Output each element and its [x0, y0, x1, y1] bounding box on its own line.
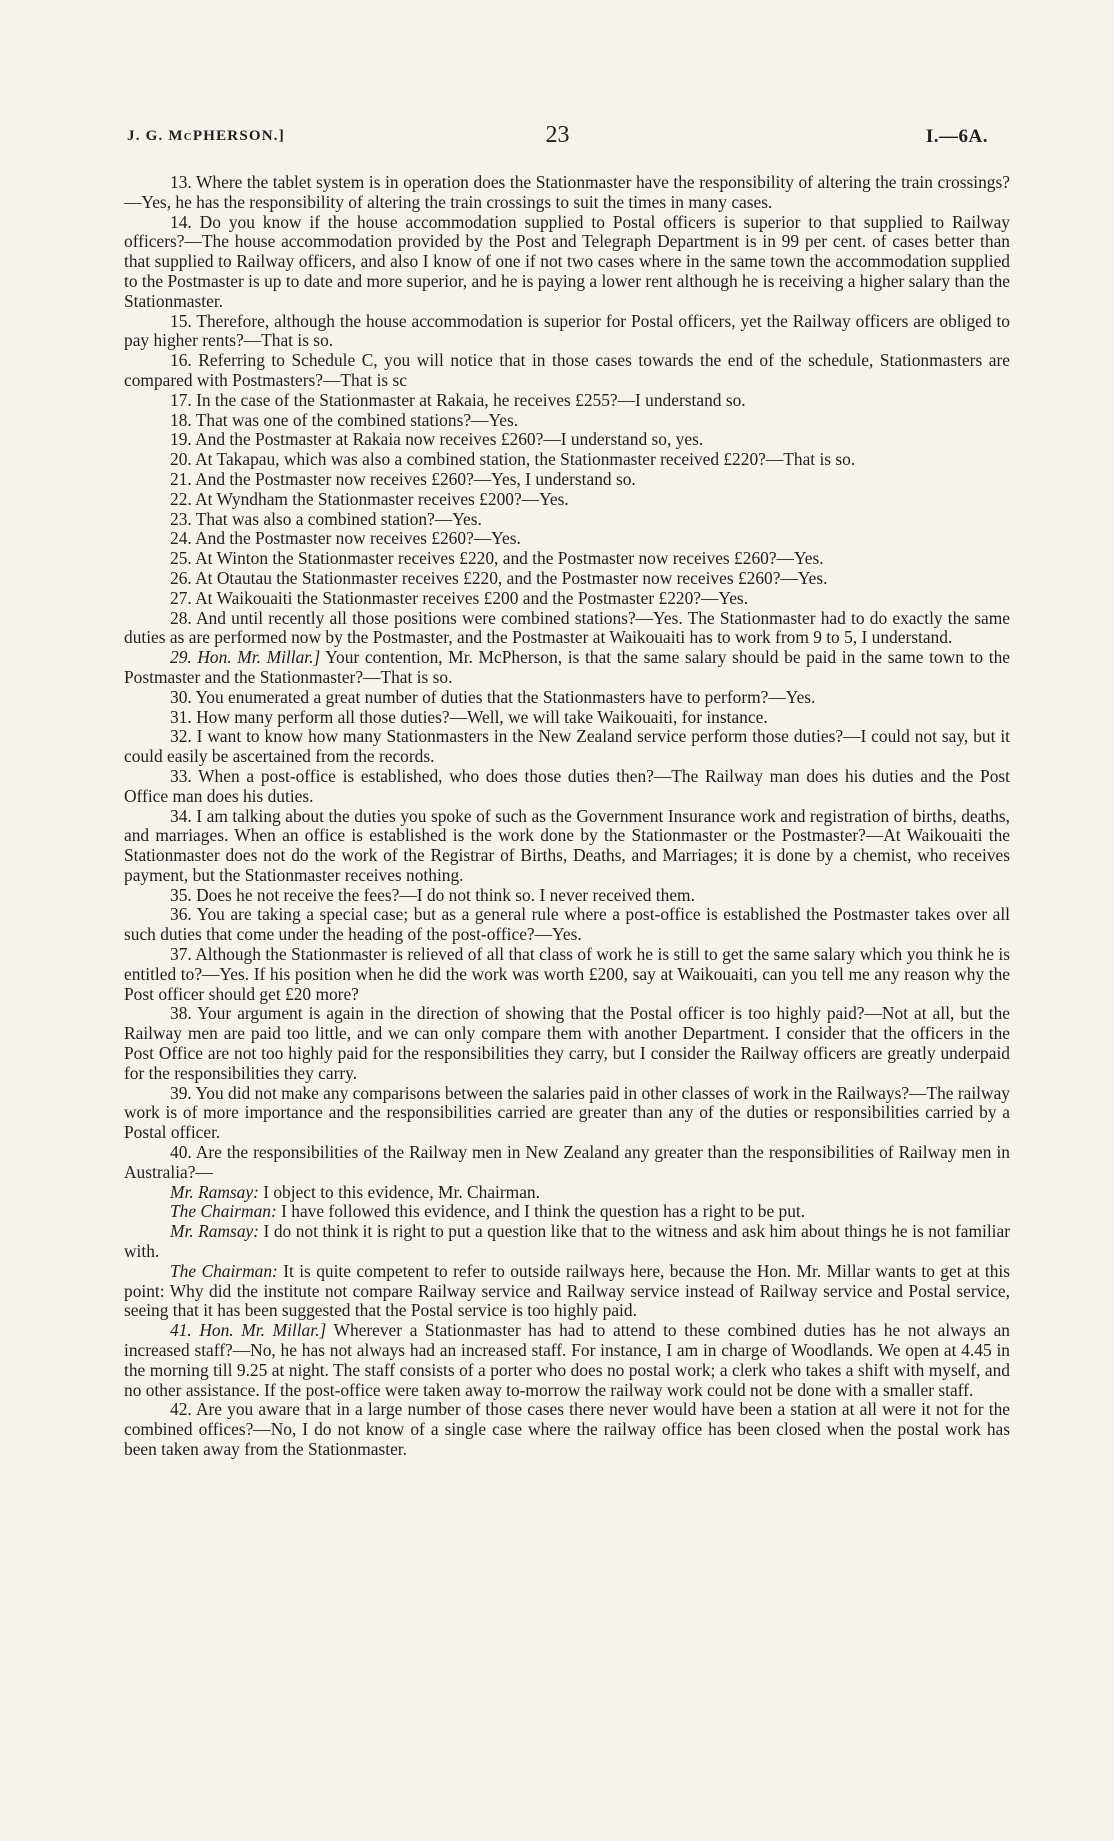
paragraph — [124, 411, 1010, 431]
paragraph — [124, 648, 1010, 688]
paragraph — [124, 767, 1010, 807]
paragraph — [124, 688, 1010, 708]
paragraph — [124, 905, 1010, 945]
speaker-lead: The Chairman: — [170, 1260, 278, 1281]
paragraph-text: 42. Are you aware that in a large number of those cases there never would have been a station at all were it not for the combined offices?—No, I do not know of a single case where the railway office has been closed when the postal work has been taken away from the Stationmaster. — [124, 1399, 1010, 1459]
paragraph — [124, 213, 1010, 312]
paragraph — [124, 886, 1010, 906]
paragraph — [124, 569, 1010, 589]
paragraph-text: It is quite competent to refer to outside railways here, because the Hon. Mr. Millar wants to get at this point: Why did the institute not compare Railway service and Railway service instead of Railway service and Postal service, seeing that it has been suggested that the Postal service is too highly paid. — [124, 1260, 1010, 1321]
paragraph-text: 14. Do you know if the house accommodation supplied to Postal officers is superior to that supplied to Railway officers?—The house accommodation provided by the Post and Telegraph Department is in 99 per cent. of cases better than that supplied to Railway officers, and also I know of one if not two cases where in the same town the accommodation supplied to the Postmaster is up to date and more superior, and he is paying a lower rent although he is receiving a higher salary than the Stationmaster. — [124, 211, 1010, 311]
paragraph-text: 19. And the Postmaster at Rakaia now receives £260?—I understand so, yes. — [170, 429, 704, 450]
paragraph — [124, 1183, 1010, 1203]
paragraph — [124, 1222, 1010, 1262]
page-number: 23 — [545, 122, 570, 148]
paragraph-text: 39. You did not make any comparisons between the salaries paid in other classes of work in the Railways?—The railway work is of more importance and the responsibilities carried are greater than any of the duties or responsibilities carried by a Postal officer. — [124, 1082, 1010, 1143]
paragraph — [124, 1202, 1010, 1222]
paragraph — [124, 1400, 1010, 1459]
paragraph-text: 20. At Takapau, which was also a combined station, the Stationmaster received £220?—That is so. — [170, 449, 856, 470]
paragraph-text: 37. Although the Stationmaster is relieved of all that class of work he is still to get the same salary which you think he is entitled to?—Yes. If his position when he did the work was worth £200, say at Waikouaiti, can you tell me any reason why the Post officer should get £20 more? — [124, 944, 1010, 1004]
paragraph — [124, 529, 1010, 549]
paragraph-text: 33. When a post-office is established, who does those duties then?—The Railway man does his duties and the Post Office man does his duties. — [124, 765, 1010, 806]
paragraph-text: 27. At Waikouaiti the Stationmaster receives £200 and the Postmaster £220?—Yes. — [170, 587, 749, 608]
document-body — [124, 173, 1010, 1460]
paragraph — [124, 549, 1010, 569]
header-author: J. G. McPHERSON.] — [127, 128, 285, 144]
paragraph-text: 36. You are taking a special case; but as a general rule where a post-office is established the Postmaster takes over all such duties that come under the heading of the post-office?—Yes. — [124, 904, 1010, 945]
paragraph — [124, 1004, 1010, 1083]
paragraph-text: 28. And until recently all those positions were combined stations?—Yes. The Stationmaster had to do exactly the same duties as are performed now by the Postmaster, and the Postmaster at Waikouaiti has to work from 9 to 5, I understand. — [124, 607, 1010, 648]
paragraph — [124, 589, 1010, 609]
speaker-lead: The Chairman: — [170, 1201, 277, 1222]
paragraph — [124, 1321, 1010, 1400]
speaker-lead: 41. Hon. Mr. Millar.] — [170, 1320, 327, 1341]
paragraph-text: 25. At Winton the Stationmaster receives £220, and the Postmaster now receives £260?—Yes. — [170, 548, 824, 569]
paragraph-text: 18. That was one of the combined stations?—Yes. — [170, 409, 519, 430]
paragraph — [124, 391, 1010, 411]
paragraph — [124, 351, 1010, 391]
paragraph-text: 23. That was also a combined station?—Yes. — [170, 508, 482, 529]
paragraph-text: 13. Where the tablet system is in operation does the Stationmaster have the responsibility of altering the train crossings?—Yes, he has the responsibility of altering the train crossings to suit the times in many cases. — [124, 172, 1010, 212]
page-header — [127, 122, 988, 152]
paragraph-text: 24. And the Postmaster now receives £260?—Yes. — [170, 528, 521, 549]
paragraph-text: 31. How many perform all those duties?—Well, we will take Waikouaiti, for instance. — [170, 706, 768, 727]
speaker-lead: Mr. Ramsay: — [170, 1181, 259, 1202]
paragraph — [124, 945, 1010, 1004]
paragraph-text: Your contention, Mr. McPherson, is that the same salary should be paid in the same town to the Postmaster and the Stationmaster?—That is so. — [124, 647, 1010, 687]
paragraph-text: 35. Does he not receive the fees?—I do not think so. I never received them. — [170, 884, 695, 905]
paragraph — [124, 1262, 1010, 1321]
paragraph-text: 21. And the Postmaster now receives £260?—Yes, I understand so. — [170, 468, 636, 489]
paragraph-text: 40. Are the responsibilities of the Railway men in New Zealand any greater than the responsibilities of Railway men in Australia?— — [124, 1142, 1010, 1182]
paragraph-text: 15. Therefore, although the house accommodation is superior for Postal officers, yet the Railway officers are obliged to pay higher rents?—That is so. — [124, 310, 1010, 351]
paragraph-text: 34. I am talking about the duties you spoke of such as the Government Insurance work and registration of births, deaths, and marriages. When an office is established is the work done by the Stationmaster or the Postmaster?—At Waikouaiti the Stationmaster does not do the work of the Registrar of Births, Deaths, and Marriages; it is done by a chemist, who receives payment, but the Stationmaster receives nothing. — [124, 805, 1010, 885]
speaker-lead: Mr. Ramsay: — [170, 1221, 260, 1242]
document-reference: I.—6A. — [925, 126, 988, 147]
paragraph — [124, 450, 1010, 470]
speaker-lead: 29. Hon. Mr. Millar.] — [170, 647, 321, 668]
paragraph — [124, 470, 1010, 490]
paragraph-text: I object to this evidence, Mr. Chairman. — [258, 1181, 540, 1202]
paragraph — [124, 727, 1010, 767]
paragraph-text: 38. Your argument is again in the direction of showing that the Postal officer is too highly paid?—Not at all, but the Railway men are paid too little, and we can only compare them with another Department. I consider that the officers in the Post Office are not too highly paid for the responsibilities they carry, but I consider the Railway officers are greatly underpaid for the responsibilities they carry. — [124, 1003, 1010, 1083]
paragraph — [124, 490, 1010, 510]
paragraph-text: I have followed this evidence, and I think the question has a right to be put. — [276, 1201, 806, 1222]
paragraph — [124, 510, 1010, 530]
paragraph — [124, 312, 1010, 352]
paragraph-text: 32. I want to know how many Stationmasters in the New Zealand service perform those duties?—I could not say, but it could easily be ascertained from the records. — [124, 726, 1010, 767]
paragraph — [124, 173, 1010, 213]
paragraph-text: I do not think it is right to put a question like that to the witness and ask him about things he is not familiar with. — [124, 1221, 1011, 1262]
paragraph — [124, 1143, 1010, 1183]
paragraph — [124, 1084, 1010, 1143]
paragraph-text: 16. Referring to Schedule C, you will notice that in those cases towards the end of the schedule, Stationmasters are compared with Postmasters?—That is sc — [124, 350, 1010, 390]
paragraph — [124, 609, 1010, 649]
paragraph-text: 30. You enumerated a great number of duties that the Stationmasters have to perform?—Yes. — [170, 686, 816, 707]
paragraph — [124, 708, 1010, 728]
paragraph-text: Wherever a Stationmaster has had to attend to these combined duties has he not always an increased staff?—No, he has not always had an increased staff. For instance, I am in charge of Woodlands. We open at 4.45 in the morning till 9.25 at night. The staff consists of a porter who does no postal work; a clerk who takes a shift with myself, and no other assistance. If the post-office were taken away to-morrow the railway work could not be done with a smaller staff. — [124, 1320, 1010, 1400]
paragraph-text: 26. At Otautau the Stationmaster receives £220, and the Postmaster now receives £260?—Yes. — [170, 567, 828, 588]
paragraph-text: 22. At Wyndham the Stationmaster receives £200?—Yes. — [170, 488, 569, 509]
paragraph — [124, 430, 1010, 450]
paragraph — [124, 807, 1010, 886]
paragraph-text: 17. In the case of the Stationmaster at Rakaia, he receives £255?—I understand so. — [170, 389, 746, 410]
